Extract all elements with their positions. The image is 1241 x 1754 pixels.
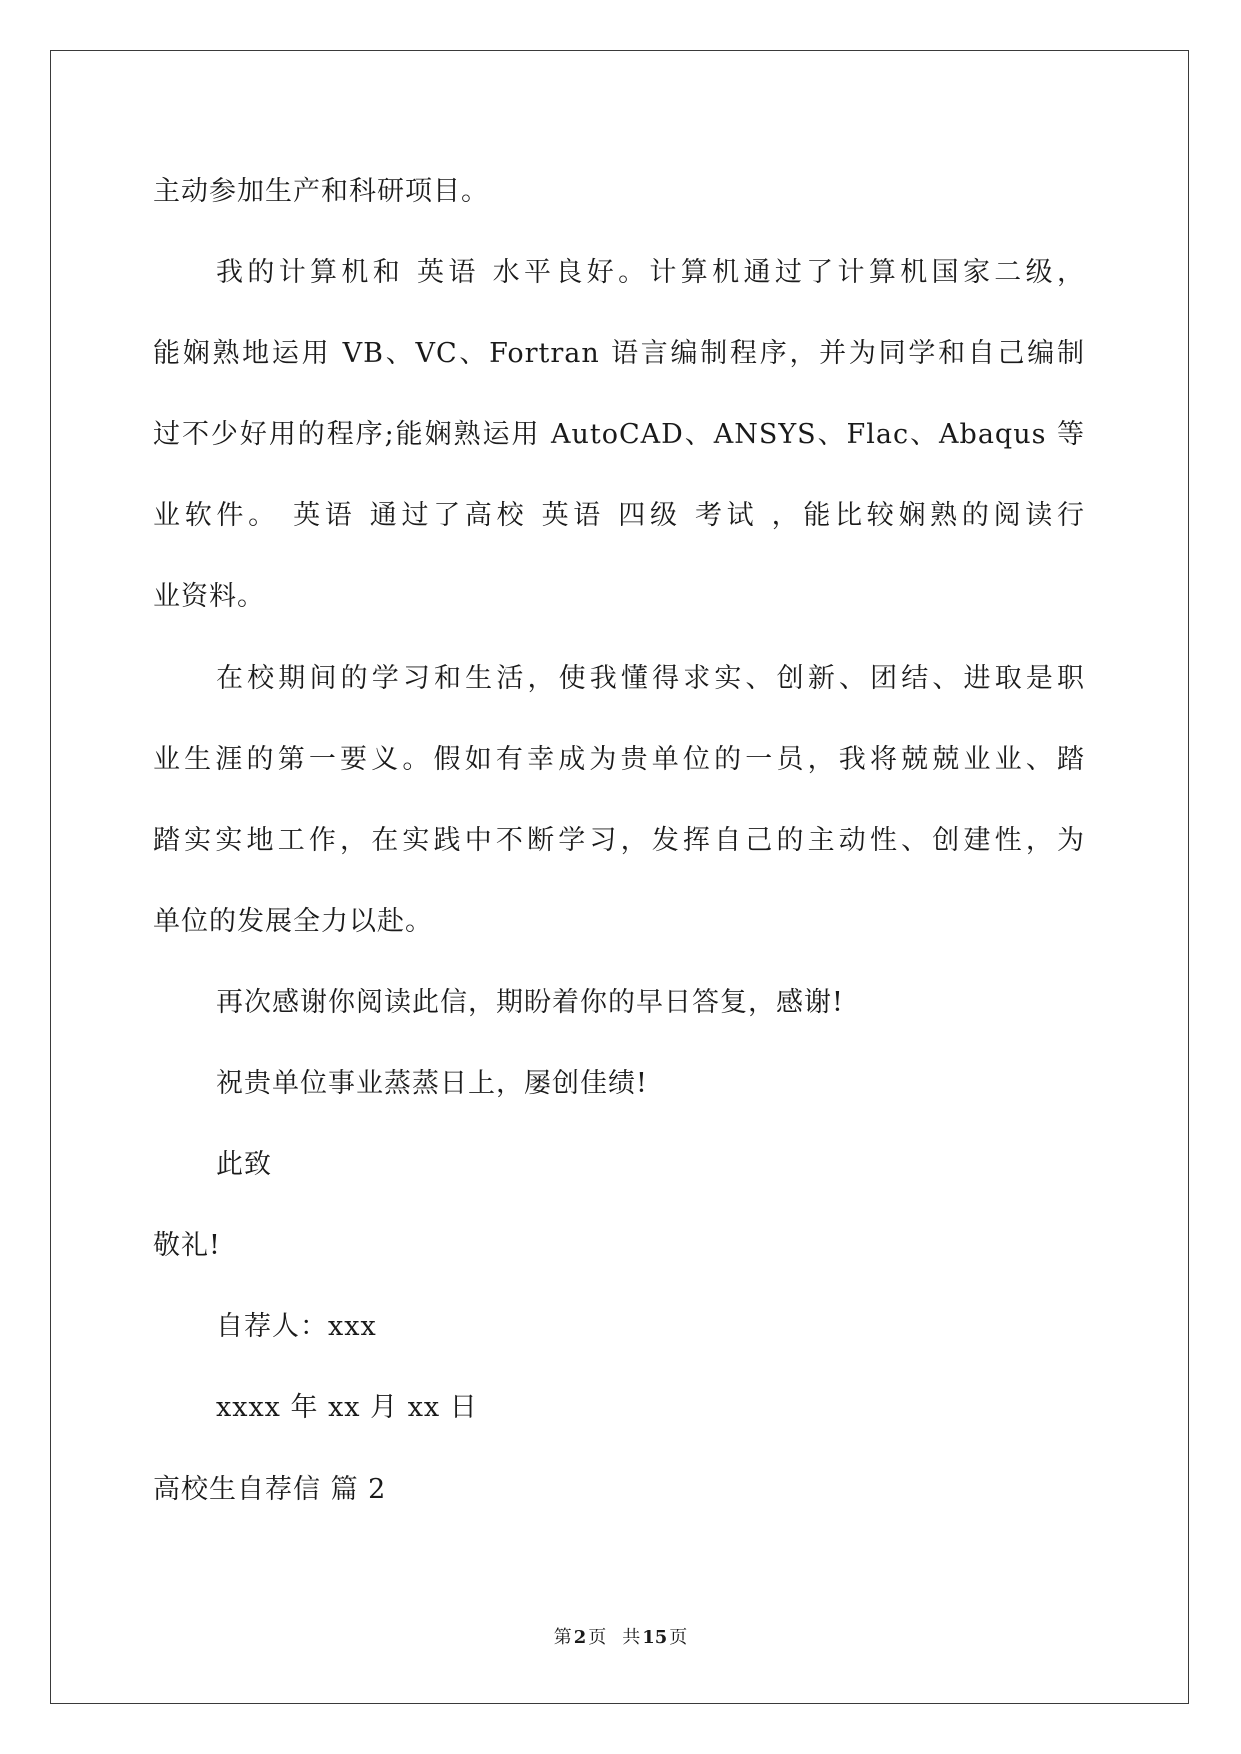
paragraph	[153, 962, 1085, 1043]
closing-salutation: 此致	[216, 1149, 272, 1181]
text-line: 业生涯的第一要义。假如有幸成为贵单位的一员，我将兢兢业业、踏	[153, 743, 1085, 775]
letter-body	[153, 151, 1085, 1530]
text-line: 单位的发展全力以赴。	[153, 905, 433, 937]
paragraph	[153, 638, 1085, 962]
paragraph	[153, 232, 1085, 637]
text-line: 踏实实地工作，在实践中不断学习，发挥自己的主动性、创建性，为	[153, 824, 1085, 856]
paragraph	[153, 151, 1085, 232]
text-line: 过不少好用的程序;能娴熟运用 AutoCAD、ANSYS、Flac、Abaqus 等	[153, 419, 1085, 451]
signature-line: 自荐人：xxx	[216, 1311, 377, 1343]
paragraph	[153, 1043, 1085, 1124]
closing-regards: 敬礼!	[153, 1230, 221, 1262]
section-heading: 高校生自荐信 篇 2	[153, 1473, 387, 1505]
page-prefix: 第	[553, 1627, 572, 1648]
text-line: 再次感谢你阅读此信，期盼着你的早日答复，感谢!	[216, 986, 844, 1018]
page-suffix: 页	[588, 1627, 607, 1648]
current-page-number: 2	[573, 1627, 587, 1648]
text-line: 能娴熟地运用 VB、VC、Fortran 语言编制程序，并为同学和自己编制	[153, 338, 1085, 370]
text-line: 业软件。 英语 通过了高校 英语 四级 考试 ，能比较娴熟的阅读行	[153, 500, 1085, 532]
text-line: 祝贵单位事业蒸蒸日上，屡创佳绩!	[216, 1068, 648, 1100]
total-suffix: 页	[669, 1627, 688, 1648]
text-line: 我的计算机和 英语 水平良好。计算机通过了计算机国家二级，	[216, 257, 1085, 289]
text-line: 业资料。	[153, 581, 265, 613]
page-footer	[0, 1626, 1241, 1650]
date-line: xxxx 年 xx 月 xx 日	[216, 1392, 478, 1424]
text-line: 在校期间的学习和生活，使我懂得求实、创新、团结、进取是职	[216, 662, 1085, 694]
text-line: 主动参加生产和科研项目。	[153, 176, 489, 207]
total-prefix: 共	[622, 1627, 641, 1648]
total-pages-number: 15	[642, 1627, 668, 1648]
